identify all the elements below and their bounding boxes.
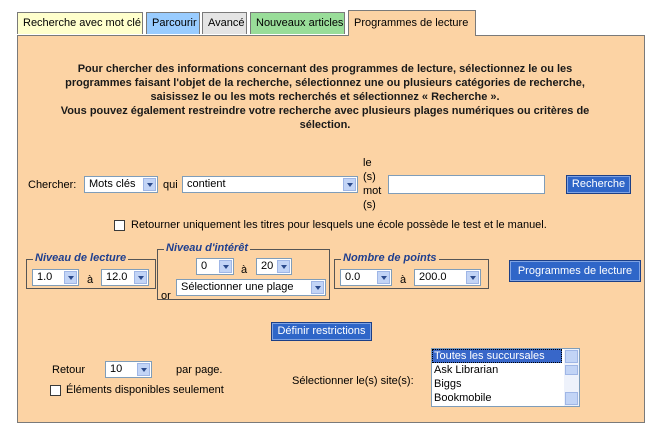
chevron-down-icon bbox=[219, 260, 232, 273]
available-only-checkbox[interactable] bbox=[50, 385, 61, 396]
intro-line: Vous pouvez également restreindre votre recherche avec plusieurs plages numériques ou critères de bbox=[60, 105, 590, 117]
word-label-line: mot bbox=[363, 185, 382, 197]
available-only-label: Éléments disponibles seulement bbox=[66, 384, 224, 396]
list-item[interactable]: Biggs bbox=[434, 378, 462, 390]
only-titles-label: Retourner uniquement les titres pour lesquels une école possède le test et le manuel. bbox=[131, 219, 547, 231]
operator-select[interactable] bbox=[182, 176, 358, 193]
results-per-page-value: 10 bbox=[110, 363, 123, 375]
interest-range-select[interactable] bbox=[176, 279, 326, 296]
reading-level-to-value: 12.0 bbox=[106, 271, 128, 283]
scroll-down-icon[interactable] bbox=[565, 392, 578, 405]
word-label-line: (s) bbox=[363, 199, 376, 211]
reading-level-from-value: 1.0 bbox=[37, 271, 53, 283]
word-label-line: (s) bbox=[363, 171, 376, 183]
scroll-up-icon[interactable] bbox=[565, 350, 578, 363]
points-from-value: 0.0 bbox=[345, 271, 361, 283]
tab-advanced[interactable]: Avancé bbox=[202, 12, 247, 34]
results-label: Retour bbox=[52, 364, 86, 376]
results-per-page-select[interactable] bbox=[105, 361, 152, 378]
reading-level-to-label: à bbox=[87, 274, 94, 286]
chevron-down-icon bbox=[466, 271, 479, 284]
reading-level-to-select[interactable] bbox=[101, 269, 149, 286]
field-select-value: Mots clés bbox=[89, 178, 136, 190]
chevron-down-icon bbox=[134, 271, 147, 284]
interest-level-to-select[interactable] bbox=[256, 258, 292, 275]
reading-level-from-select[interactable] bbox=[32, 269, 79, 286]
interest-level-legend: Niveau d'intérêt bbox=[166, 242, 249, 254]
intro-line: saisissez le ou les mots recherchés et sélectionnez « Recherche ». bbox=[150, 91, 500, 103]
tab-browse[interactable]: Parcourir bbox=[146, 12, 200, 34]
intro-line: Pour chercher des informations concernant des programmes de lecture, sélectionnez le ou les bbox=[77, 63, 573, 75]
sites-scrollbar[interactable] bbox=[564, 349, 579, 406]
interest-range-value: Sélectionner une plage bbox=[181, 281, 294, 293]
intro-line: programmes faisant l'objet de la recherche, sélectionnez une ou plusieurs catégories de recherche, bbox=[65, 77, 585, 89]
or-label: or bbox=[161, 290, 171, 302]
interest-level-to-label: à bbox=[241, 264, 248, 276]
intro-text bbox=[30, 62, 620, 132]
list-item[interactable]: Toutes les succursales bbox=[432, 349, 562, 363]
reading-level-legend: Niveau de lecture bbox=[35, 252, 127, 264]
interest-level-from-select[interactable] bbox=[196, 258, 234, 275]
sites-label: Sélectionner le(s) site(s): bbox=[292, 375, 414, 387]
points-to-value: 200.0 bbox=[419, 271, 447, 283]
search-button[interactable]: Recherche bbox=[566, 175, 631, 194]
chevron-down-icon bbox=[64, 271, 77, 284]
points-to-select[interactable] bbox=[414, 269, 481, 286]
chevron-down-icon bbox=[143, 178, 156, 191]
per-page-label: par page. bbox=[176, 364, 223, 376]
search-label: Chercher: bbox=[28, 179, 77, 191]
chevron-down-icon bbox=[343, 178, 356, 191]
list-item[interactable]: Bookmobile bbox=[434, 392, 492, 404]
field-select[interactable] bbox=[84, 176, 158, 193]
points-to-label: à bbox=[400, 274, 407, 286]
points-from-select[interactable] bbox=[340, 269, 392, 286]
interest-level-to-value: 20 bbox=[261, 260, 274, 272]
operator-select-value: contient bbox=[187, 178, 226, 190]
word-label bbox=[363, 156, 381, 212]
reading-programs-button[interactable]: Programmes de lecture bbox=[509, 260, 641, 282]
interest-level-from-value: 0 bbox=[201, 260, 208, 272]
chevron-down-icon bbox=[377, 271, 390, 284]
tab-keyword-search[interactable]: Recherche avec mot clé bbox=[17, 12, 143, 34]
sites-listbox[interactable] bbox=[431, 348, 580, 407]
chevron-down-icon bbox=[137, 363, 150, 376]
intro-line: sélection. bbox=[299, 119, 351, 131]
list-item[interactable]: Ask Librarian bbox=[434, 364, 499, 376]
chevron-down-icon bbox=[311, 281, 324, 294]
only-titles-checkbox[interactable] bbox=[114, 220, 125, 231]
search-input[interactable] bbox=[388, 175, 545, 194]
tab-reading-programs[interactable]: Programmes de lecture bbox=[348, 10, 476, 36]
scroll-thumb[interactable] bbox=[565, 365, 578, 375]
chevron-down-icon bbox=[277, 260, 290, 273]
tab-new-items[interactable]: Nouveaux articles bbox=[250, 12, 345, 34]
word-label-line: le bbox=[363, 157, 372, 169]
qui-label: qui bbox=[163, 179, 178, 191]
define-restrictions-button[interactable]: Définir restrictions bbox=[271, 322, 372, 341]
points-legend: Nombre de points bbox=[343, 252, 437, 264]
